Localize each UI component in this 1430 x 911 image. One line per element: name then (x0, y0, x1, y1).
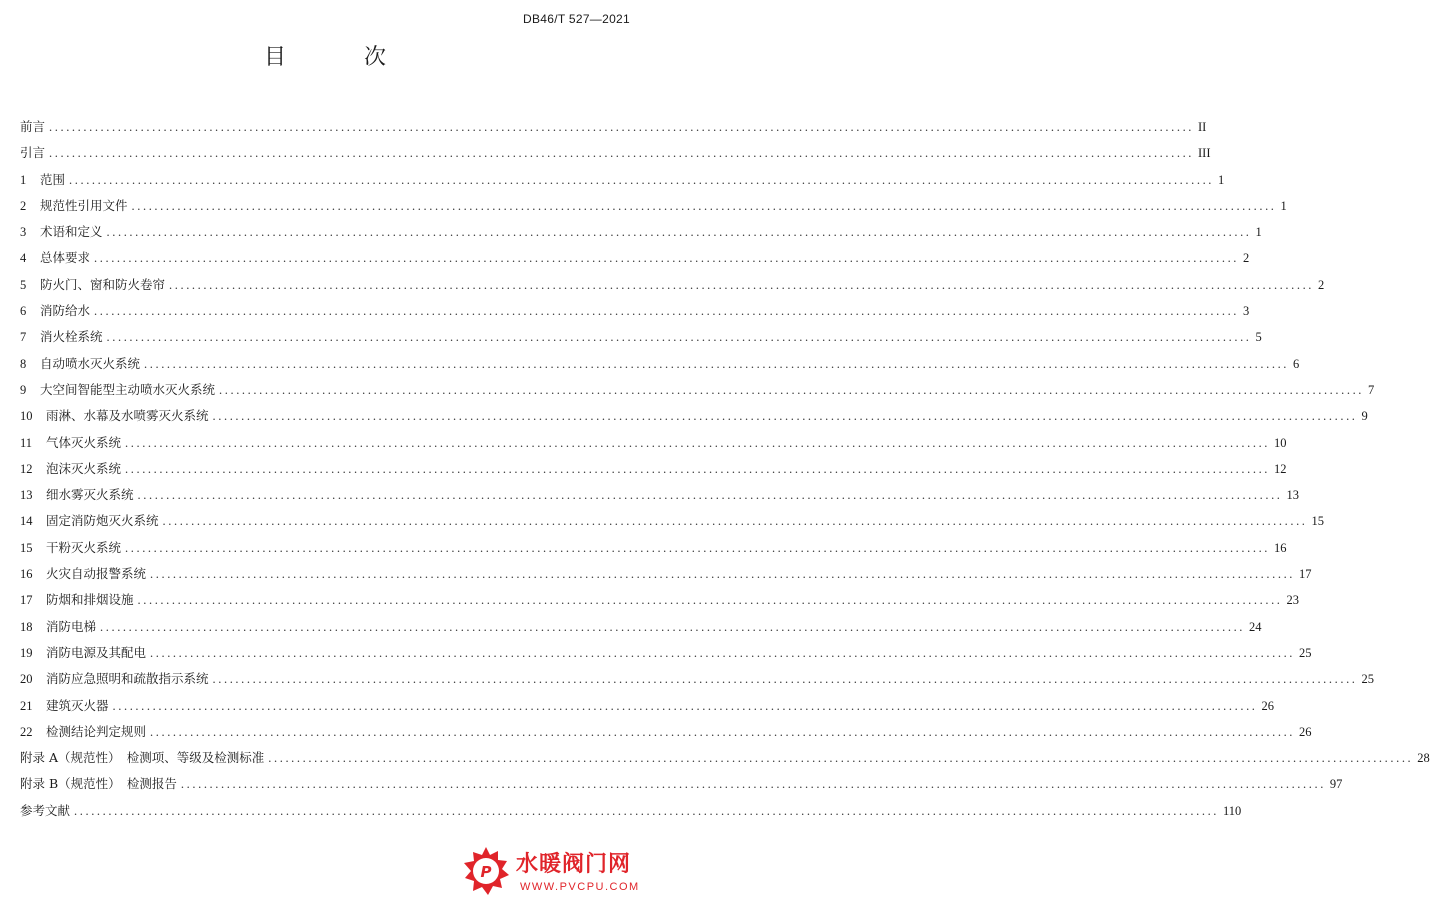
toc-label: 检测结论判定规则 (46, 723, 147, 739)
toc-row (20, 219, 1262, 245)
toc-number: 13 (20, 488, 33, 503)
toc-label: 干粉灭火系统 (46, 539, 122, 555)
toc-leader-dots: ........................................................................................................................................................................................................ (94, 304, 1240, 319)
toc-page-number: 10 (1274, 435, 1287, 450)
toc-page-number: 1 (1218, 172, 1225, 187)
toc-leader-dots: ........................................................................................................................................................................................................ (150, 724, 1296, 739)
toc-row (20, 798, 1242, 824)
toc-leader-dots: ........................................................................................................................................................................................................ (131, 198, 1277, 213)
toc-label: 消火栓系统 (40, 329, 103, 345)
toc-page-number: 15 (1311, 514, 1325, 529)
page-title: 目 次 (263, 45, 414, 70)
toc-row (20, 377, 1375, 403)
toc-number: 7 (20, 330, 27, 345)
toc-number: 16 (20, 567, 33, 582)
toc-leader-dots: ........................................................................................................................................................................................................ (137, 488, 1283, 503)
toc-page-number: 110 (1223, 803, 1242, 818)
toc-row (20, 666, 1375, 692)
toc-row (20, 535, 1287, 561)
toc-page-number: 28 (1417, 751, 1430, 766)
toc-page-number: 1 (1255, 225, 1262, 240)
toc-row (20, 430, 1287, 456)
toc-page-number: 26 (1299, 724, 1312, 739)
watermark-text: 水暖阀门网 (516, 852, 632, 877)
toc-row (20, 482, 1300, 508)
toc-leader-dots: ........................................................................................................................................................................................................ (94, 251, 1240, 266)
toc-leader-dots: ........................................................................................................................................................................................................ (106, 225, 1252, 240)
toc-page-number: 24 (1249, 619, 1262, 634)
toc-page-number: 2 (1318, 277, 1325, 292)
toc-leader-dots: ........................................................................................................................................................................................................ (180, 777, 1326, 792)
toc-number: 10 (20, 409, 33, 424)
toc-row (20, 640, 1312, 666)
toc-leader-dots: ........................................................................................................................................................................................................ (150, 645, 1296, 660)
toc-number: 4 (20, 251, 27, 266)
toc-page-number: 23 (1286, 593, 1300, 608)
toc-label: 消防电梯 (46, 618, 97, 634)
toc-leader-dots: ........................................................................................................................................................................................................ (162, 514, 1308, 529)
toc-label: 消防应急照明和疏散指示系统 (46, 671, 209, 687)
toc-page-number: III (1198, 146, 1211, 161)
toc-page-number: 13 (1286, 488, 1300, 503)
toc-leader-dots: ........................................................................................................................................................................................................ (69, 172, 1215, 187)
toc-number: 6 (20, 304, 27, 319)
pv-logo-icon (460, 845, 512, 897)
toc-number: 15 (20, 540, 33, 555)
toc-number: 18 (20, 619, 33, 634)
toc-page-number: 16 (1274, 540, 1287, 555)
toc-row (20, 771, 1343, 797)
toc-row (20, 193, 1287, 219)
toc-number: 19 (20, 645, 33, 660)
toc-leader-dots: ........................................................................................................................................................................................................ (125, 540, 1271, 555)
toc-label: 防烟和排烟设施 (46, 592, 134, 608)
toc-row (20, 167, 1225, 193)
toc-row (20, 508, 1325, 534)
toc-label: 泡沫灭火系统 (46, 460, 122, 476)
toc-number: 20 (20, 672, 33, 687)
toc-page-number: 3 (1243, 304, 1250, 319)
toc-row (20, 114, 1207, 140)
toc-label: 规范性引用文件 (40, 197, 128, 213)
watermark-url: WWW.PVCPU.COM (520, 881, 640, 893)
toc-leader-dots: ........................................................................................................................................................................................................ (49, 146, 1195, 161)
toc-label: 建筑灭火器 (46, 697, 109, 713)
toc-number: 9 (20, 382, 27, 397)
toc-leader-dots: ........................................................................................................................................................................................................ (100, 619, 1246, 634)
toc-leader-dots: ........................................................................................................................................................................................................ (212, 672, 1358, 687)
toc-label: 气体灭火系统 (46, 434, 122, 450)
toc-page-number: 17 (1299, 567, 1312, 582)
toc-page-number: 7 (1368, 382, 1375, 397)
toc-label: 防火门、窗和防火卷帘 (40, 276, 166, 292)
toc-label: 自动喷水灭火系统 (40, 355, 141, 371)
toc-label: 总体要求 (40, 250, 91, 266)
toc-page-number: 25 (1299, 645, 1312, 660)
toc-number: 14 (20, 514, 33, 529)
toc-label: 附录 B（规范性） 检测报告 (20, 776, 177, 792)
table-of-contents (20, 114, 1430, 824)
toc-label: 大空间智能型主动喷水灭火系统 (40, 381, 216, 397)
toc-number: 17 (20, 593, 33, 608)
toc-leader-dots: ........................................................................................................................................................................................................ (74, 803, 1220, 818)
toc-number: 5 (20, 277, 27, 292)
toc-page-number: II (1198, 120, 1207, 134)
toc-leader-dots: ........................................................................................................................................................................................................ (49, 120, 1195, 134)
toc-leader-dots: ........................................................................................................................................................................................................ (125, 435, 1271, 450)
toc-label: 消防给水 (40, 303, 91, 319)
toc-label: 消防电源及其配电 (46, 644, 147, 660)
toc-leader-dots: ........................................................................................................................................................................................................ (212, 409, 1358, 424)
toc-page-number: 9 (1361, 409, 1368, 424)
toc-number: 22 (20, 724, 33, 739)
toc-label: 雨淋、水幕及水喷雾灭火系统 (46, 408, 209, 424)
svg-text:P: P (480, 863, 492, 881)
toc-row (20, 245, 1250, 271)
toc-row (20, 456, 1287, 482)
toc-leader-dots: ........................................................................................................................................................................................................ (268, 751, 1414, 766)
toc-row (20, 298, 1250, 324)
toc-leader-dots: ........................................................................................................................................................................................................ (125, 461, 1271, 476)
toc-row (20, 351, 1300, 377)
toc-label: 引言 (20, 145, 46, 161)
watermark (460, 839, 640, 903)
toc-number: 1 (20, 172, 27, 187)
toc-row (20, 587, 1300, 613)
toc-label: 细水雾灭火系统 (46, 487, 134, 503)
toc-label: 术语和定义 (40, 224, 103, 240)
toc-label: 火灾自动报警系统 (46, 566, 147, 582)
toc-row (20, 324, 1262, 350)
toc-leader-dots: ........................................................................................................................................................................................................ (219, 382, 1365, 397)
toc-number: 11 (20, 435, 33, 450)
toc-row (20, 693, 1275, 719)
toc-page-number: 1 (1280, 198, 1287, 213)
toc-page-number: 2 (1243, 251, 1250, 266)
toc-page-number: 6 (1293, 356, 1300, 371)
toc-leader-dots: ........................................................................................................................................................................................................ (144, 356, 1290, 371)
toc-page-number: 97 (1329, 777, 1343, 792)
document-code: DB46/T 527—2021 (522, 12, 630, 26)
toc-row (20, 745, 1430, 771)
toc-page-number: 26 (1261, 698, 1275, 713)
toc-row (20, 272, 1325, 298)
toc-leader-dots: ........................................................................................................................................................................................................ (169, 277, 1315, 292)
toc-number: 12 (20, 461, 33, 476)
toc-leader-dots: ........................................................................................................................................................................................................ (112, 698, 1258, 713)
toc-page-number: 5 (1255, 330, 1262, 345)
toc-number: 3 (20, 225, 27, 240)
toc-label: 参考文献 (20, 802, 71, 818)
toc-row (20, 561, 1312, 587)
toc-leader-dots: ........................................................................................................................................................................................................ (106, 330, 1252, 345)
toc-row (20, 403, 1368, 429)
toc-label: 固定消防炮灭火系统 (46, 513, 159, 529)
toc-leader-dots: ........................................................................................................................................................................................................ (137, 593, 1283, 608)
toc-leader-dots: ........................................................................................................................................................................................................ (150, 567, 1296, 582)
toc-page-number: 25 (1361, 672, 1375, 687)
toc-number: 21 (20, 698, 33, 713)
toc-row (20, 614, 1262, 640)
toc-number: 8 (20, 356, 27, 371)
toc-page-number: 12 (1274, 461, 1287, 476)
toc-row (20, 719, 1312, 745)
toc-row (20, 140, 1211, 166)
toc-label: 前言 (20, 119, 46, 134)
toc-label: 附录 A（规范性） 检测项、等级及检测标准 (20, 750, 265, 766)
toc-label: 范围 (40, 171, 66, 187)
toc-number: 2 (20, 198, 27, 213)
